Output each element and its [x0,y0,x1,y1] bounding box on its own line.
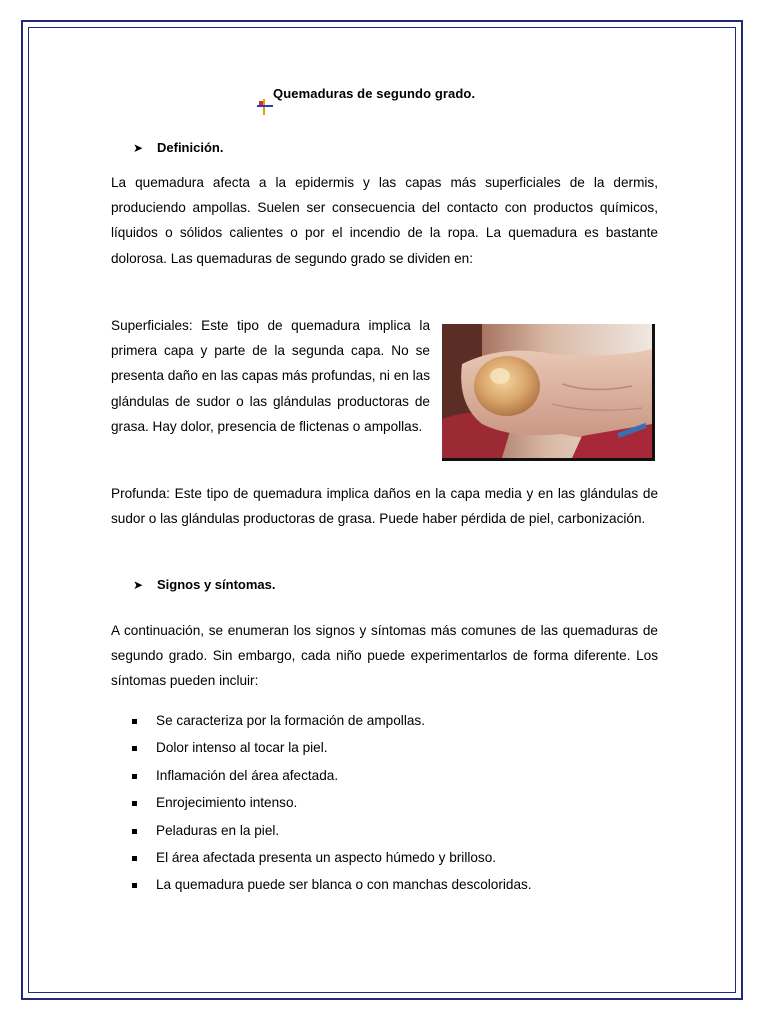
heading-definicion [133,140,223,155]
list-item: La quemadura puede ser blanca o con manchas descoloridas. [132,875,532,902]
arrow-bullet-icon: ➤ [133,578,144,592]
list-item: Se caracteriza por la formación de ampollas. [132,711,532,738]
list-item: Inflamación del área afectada. [132,766,532,793]
list-item: Dolor intenso al tocar la piel. [132,738,532,765]
square-bullet-icon [132,801,137,806]
paragraph-profunda: Profunda: Este tipo de quemadura implica daños en la capa media y en las glándulas de sudor o las glándulas productoras de grasa. Puede haber pérdida de piel, carbonización. [111,486,658,527]
paragraph-definicion-intro: La quemadura afecta a la epidermis y las capas más superficiales de la dermis, produciendo ampollas. Suelen ser consecuencia del contacto con productos químicos, líquidos o sólidos calientes o por el incendio de la ropa. La quemadura es bastante dolorosa. Las quemaduras de segundo grado se dividen en: [111,175,658,266]
square-bullet-icon [132,719,137,724]
heading-definicion-label: Definición. [157,140,224,155]
heading-signos-label: Signos y síntomas. [157,577,276,592]
list-item: Enrojecimiento intenso. [132,793,532,820]
square-bullet-icon [132,829,137,834]
square-bullet-icon [132,774,137,779]
document-title: Quemaduras de segundo grado. [273,86,476,101]
list-item: El área afectada presenta un aspecto húmedo y brilloso. [132,848,532,875]
arrow-bullet-icon: ➤ [133,141,144,155]
list-item: Peladuras en la piel. [132,821,532,848]
symptom-list [132,711,532,903]
paragraph-signos-intro: A continuación, se enumeran los signos y síntomas más comunes de las quemaduras de segundo grado. Sin embargo, cada niño puede experimentarlos de forma diferente. Los síntomas pueden incluir: [111,623,658,689]
square-bullet-icon [132,883,137,888]
cross-marker-icon [257,99,273,115]
paragraph-superficiales: Superficiales: Este tipo de quemadura implica la primera capa y parte de la segunda capa. No se presenta daño en las capas más profundas, ni en las glándulas de sudor o las glándulas productoras de grasa. Hay dolor, presencia de flictenas o ampollas. [111,318,430,434]
burn-blister-photo [442,324,655,461]
square-bullet-icon [132,856,137,861]
square-bullet-icon [132,746,137,751]
heading-signos [133,577,275,592]
